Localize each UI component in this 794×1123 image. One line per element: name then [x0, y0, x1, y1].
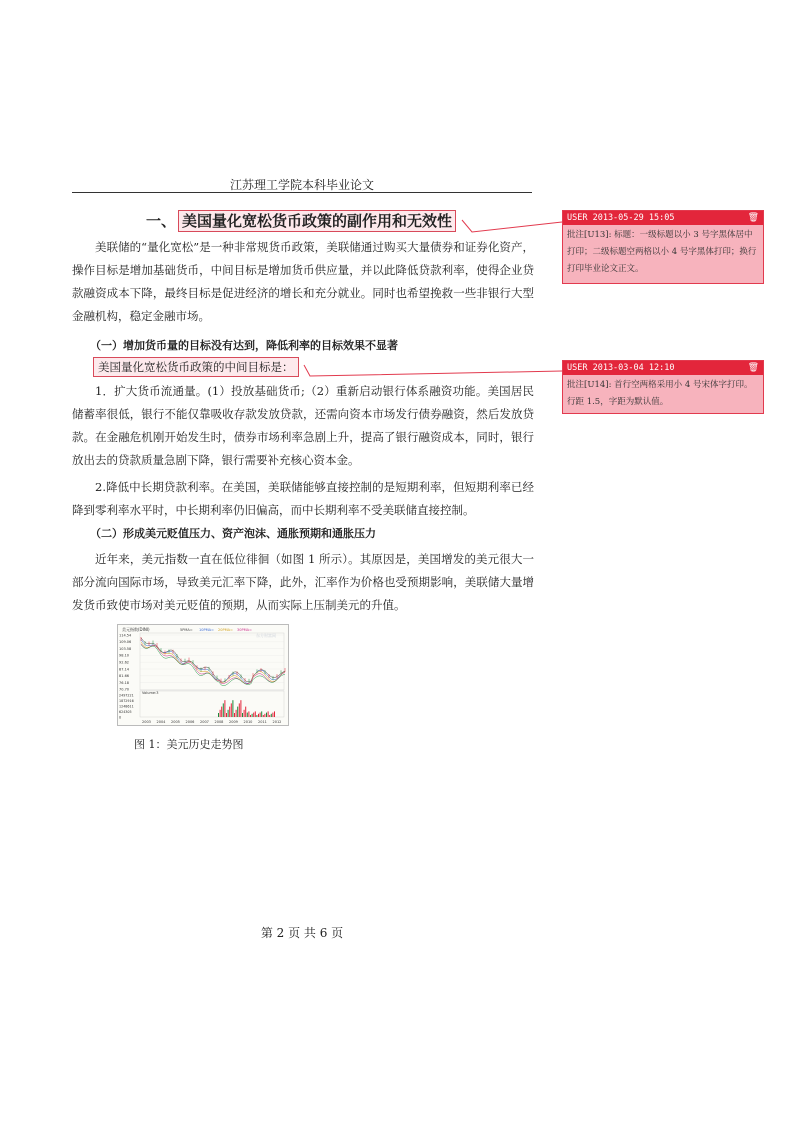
x-tick-label: 2003 [142, 720, 151, 724]
connector-2 [304, 365, 562, 376]
paragraph-1: 美联储的“量化宽松”是一种非常规货币政策，美联储通过购买大量债券和证券化资产，操作目标是增加基础货币，中间目标是增加货币供应量，并以此降低贷款利率，使得企业贷款融资成本下降，最终目标是促进经济的增长和充分就业。同时也希望挽救一些非银行大型金融机构，稳定金融市场。 [72, 240, 534, 323]
comment-header: USER 2013-03-04 12:10 🗑 [563, 361, 763, 375]
y-tick-label: 103.58 [119, 646, 132, 651]
comment-body[interactable]: 批注[U13]: 标题：一级标题以小 3 号字黑体居中打印；二级标题空两格以小 4 号字黑体打印；换行打印毕业论文正文。 [567, 230, 757, 274]
legend-item: 5PMA= [180, 628, 193, 632]
watermark: 东方财富网 [256, 633, 276, 638]
trash-icon[interactable]: 🗑 [747, 363, 759, 373]
trash-icon[interactable]: 🗑 [747, 213, 759, 223]
y-tick-label: 98.10 [119, 653, 130, 658]
figure-caption: 图 1：美元历史走势图 [134, 738, 244, 751]
running-header: 江苏理工学院本科毕业论文 [229, 178, 374, 192]
x-tick-label: 2008 [214, 720, 224, 724]
subsection-heading-2: （二）形成美元贬值压力、资产泡沫、通胀预期和通胀压力 [90, 527, 376, 540]
x-tick-label: 2007 [200, 720, 209, 724]
legend-item: 20PMA= [218, 628, 233, 632]
y-tick-label: 87.14 [119, 667, 130, 672]
highlighted-text[interactable]: 美国量化宽松货币政策的中间目标是： [93, 357, 299, 377]
section-title-highlight[interactable]: 美国量化宽松货币政策的副作用和无效性 [178, 210, 456, 232]
comment-balloon-1[interactable] [562, 210, 764, 284]
x-tick-label: 2004 [156, 720, 166, 724]
volume-label: Volume:3 [142, 691, 159, 695]
volume-tick-label: 1872916 [119, 698, 134, 703]
x-tick-label: 2009 [229, 720, 238, 724]
y-tick-label: 70.70 [119, 687, 130, 692]
comment-balloon-2[interactable] [562, 360, 764, 414]
section-number: 一、 [146, 212, 177, 230]
paragraph-4: 近年来，美元指数一直在低位徘徊（如图 1 所示）。其原因是，美国增发的美元很大一部分流向国际市场，导致美元汇率下降，此外，汇率作为价格也受预期影响，美联储大量增发货币致使市场对美元贬值的预期，从而实际上压制美元的升值。 [72, 552, 534, 612]
connector-1 [462, 220, 562, 232]
y-tick-label: 76.18 [119, 680, 130, 685]
y-tick-label: 114.54 [119, 633, 132, 638]
x-tick-label: 2010 [243, 720, 253, 724]
x-tick-label: 2006 [185, 720, 195, 724]
y-tick-label: 92.62 [119, 660, 130, 665]
chart-title: 美元指数(DINI) [122, 627, 150, 632]
y-tick-label: 81.66 [119, 674, 130, 679]
legend-item: 10PMA= [199, 628, 214, 632]
y-tick-label: 109.06 [119, 640, 132, 645]
paragraph-2: 1．扩大货币流通量。(1）投放基础货币;（2）重新启动银行体系融资功能。美国居民储蓄率很低，银行不能仅靠吸收存款发放贷款，还需向资本市场发行债券融资，然后发放贷款。在金融危机刚开始发生时，债券市场利率急剧上升，提高了银行融资成本，同时，银行放出去的贷款质量急剧下降，银行需要补充核心资本金。 [72, 384, 534, 467]
volume-tick-label: 0 [119, 715, 122, 720]
legend-item: 30PMA= [237, 628, 252, 632]
volume-tick-label: 624305 [119, 709, 132, 714]
comment-body[interactable]: 批注[U14]: 首行空两格采用小 4 号宋体字打印。行距 1.5，字距为默认值。 [567, 380, 753, 407]
x-tick-label: 2012 [272, 720, 282, 724]
page-footer: 第 2 页 共 6 页 [260, 926, 344, 940]
x-tick-label: 2005 [171, 720, 180, 724]
comment-header: USER 2013-05-29 15:05 🗑 [563, 211, 763, 225]
volume-tick-label: 1248611 [119, 704, 134, 709]
volume-tick-label: 2497221 [119, 693, 134, 698]
subsection-heading-1: （一）增加货币量的目标没有达到，降低利率的目标效果不显著 [90, 339, 398, 352]
paragraph-3: 2.降低中长期贷款利率。在美国，美联储能够直接控制的是短期利率，但短期利率已经降到零利率水平时，中长期利率仍旧偏高，而中长期利率不受美联储直接控制。 [72, 480, 534, 517]
x-tick-label: 2011 [258, 720, 267, 724]
